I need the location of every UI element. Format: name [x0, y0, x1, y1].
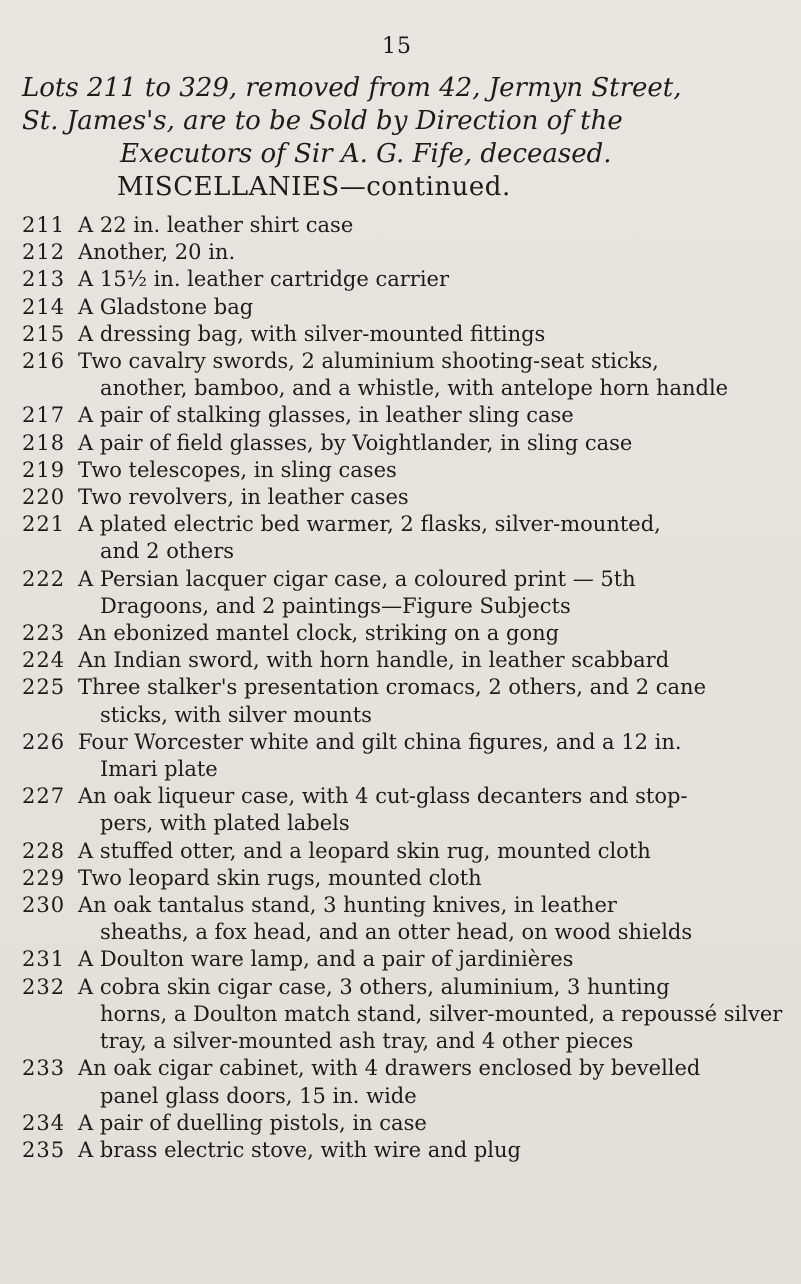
lot-description [68, 620, 792, 647]
heading-line-1: Lots 211 to 329, removed from 42, Jermyn Street, [22, 73, 682, 103]
heading-line-2: St. James's, are to be Sold by Direction of the [22, 106, 623, 136]
section-title: MISCELLANIES—continued. [117, 172, 511, 202]
lot-description [68, 457, 792, 484]
lot-item [22, 620, 792, 647]
lot-number: 221 [22, 512, 66, 537]
lot-item [22, 457, 792, 484]
lot-item [22, 946, 792, 973]
lot-item [22, 321, 792, 348]
heading-line-3: Executors of Sir A. G. Fife, deceased. [120, 139, 612, 169]
lot-description-continuation: pers, with plated labels [100, 811, 350, 836]
lot-number: 211 [22, 213, 66, 237]
lot-description [68, 865, 792, 892]
lot-description [68, 511, 792, 565]
lot-description-continuation: Imari plate [100, 757, 218, 782]
lot-number: 227 [22, 784, 66, 809]
lot-number: 214 [22, 294, 66, 319]
lot-description [68, 838, 792, 865]
lot-description-continuation: and 2 others [100, 539, 235, 564]
lot-description [68, 430, 792, 457]
lot-number: 215 [22, 321, 66, 346]
lot-description-text: An oak tantalus stand, 3 hunting knives, in leather [78, 893, 617, 918]
lot-description [68, 239, 792, 266]
lot-number: 235 [22, 1137, 66, 1162]
lot-item [22, 892, 792, 946]
lot-item [22, 266, 792, 293]
lot-item [22, 511, 792, 565]
lot-item [22, 348, 792, 402]
lot-number: 223 [22, 621, 66, 646]
lot-item [22, 239, 792, 266]
lot-item [22, 1137, 792, 1164]
lot-item [22, 402, 792, 429]
lot-item [22, 294, 792, 321]
lot-number: 233 [22, 1056, 66, 1081]
lot-description-text: A 22 in. leather shirt case [78, 213, 354, 237]
lot-description-text: A pair of field glasses, by Voightlander, in sling case [78, 430, 633, 455]
lot-description-continuation: panel glass doors, 15 in. wide [100, 1083, 417, 1108]
lot-description [68, 1110, 792, 1137]
lot-description [68, 484, 792, 511]
lot-description-text: A pair of duelling pistols, in case [78, 1110, 427, 1135]
lot-description [68, 266, 792, 293]
lot-description-text: A pair of stalking glasses, in leather sling case [78, 403, 574, 428]
lot-description-text: A stuffed otter, and a leopard skin rug, mounted cloth [78, 838, 651, 863]
lot-number: 218 [22, 430, 66, 455]
lot-description-text: A 15½ in. leather cartridge carrier [78, 267, 449, 292]
lot-description-text: Four Worcester white and gilt china figures, and a 12 in. [78, 729, 682, 754]
lot-description-text: A Persian lacquer cigar case, a coloured print — 5th [78, 566, 636, 591]
lot-number: 232 [22, 974, 66, 999]
lot-number: 226 [22, 729, 66, 754]
lot-description-continuation: sticks, with silver mounts [100, 702, 372, 727]
lot-description [68, 1137, 792, 1164]
lot-description [68, 783, 792, 837]
lot-item [22, 484, 792, 511]
lot-description [68, 729, 792, 783]
lot-description [68, 402, 792, 429]
lot-item [22, 430, 792, 457]
lot-description-text: Two telescopes, in sling cases [78, 457, 397, 482]
lot-item [22, 212, 792, 239]
sale-heading [22, 72, 792, 204]
lot-number: 222 [22, 566, 66, 591]
lot-number: 217 [22, 403, 66, 428]
lot-description-text: A Gladstone bag [78, 294, 254, 319]
lot-description-text: A cobra skin cigar case, 3 others, aluminium, 3 hunting [78, 974, 670, 999]
lot-description-text: Two leopard skin rugs, mounted cloth [78, 865, 482, 890]
lot-description [68, 674, 792, 728]
lot-description-text: Two cavalry swords, 2 aluminium shooting-seat sticks, [78, 349, 659, 374]
lot-description [68, 321, 792, 348]
lot-description [68, 892, 792, 946]
lot-description [68, 348, 792, 402]
lot-description-continuation: another, bamboo, and a whistle, with antelope horn handle [100, 376, 729, 401]
lot-number: 234 [22, 1110, 66, 1135]
lot-description-continuation: sheaths, a fox head, and an otter head, on wood shields [100, 920, 693, 945]
lot-description-text: A brass electric stove, with wire and plug [78, 1137, 521, 1162]
lot-description-text: Two revolvers, in leather cases [78, 485, 409, 510]
lot-description-text: An oak cigar cabinet, with 4 drawers enclosed by bevelled [78, 1056, 701, 1081]
lot-description-text: A Doulton ware lamp, and a pair of jardinières [78, 947, 574, 972]
lot-description [68, 212, 792, 239]
lot-description-text: An ebonized mantel clock, striking on a gong [78, 621, 560, 646]
lot-item [22, 838, 792, 865]
lot-number: 228 [22, 838, 66, 863]
lot-item [22, 1055, 792, 1109]
lot-description-text: An oak liqueur case, with 4 cut-glass decanters and stop- [78, 784, 688, 809]
lot-description-continuation: Dragoons, and 2 paintings—Figure Subjects [100, 593, 571, 618]
lot-description-continuation: horns, a Doulton match stand, silver-mounted, a repoussé silver tray, a silver-mounted ash tray, and 4 other pieces [100, 1001, 783, 1054]
lot-description [68, 566, 792, 620]
lot-number: 213 [22, 267, 66, 292]
lot-number: 230 [22, 893, 66, 918]
lot-description-text: Three stalker's presentation cromacs, 2 others, and 2 cane [78, 675, 707, 700]
lot-number: 219 [22, 457, 66, 482]
lot-item [22, 974, 792, 1056]
lot-description-text: A dressing bag, with silver-mounted fittings [78, 321, 546, 346]
lot-number: 220 [22, 485, 66, 510]
lot-description-text: An Indian sword, with horn handle, in leather scabbard [78, 648, 670, 673]
lot-description [68, 647, 792, 674]
lot-item [22, 1110, 792, 1137]
lot-description [68, 294, 792, 321]
lot-item [22, 566, 792, 620]
lot-number: 229 [22, 865, 66, 890]
lot-item [22, 729, 792, 783]
lot-description-text: Another, 20 in. [78, 240, 236, 265]
lot-description [68, 974, 792, 1056]
lot-number: 231 [22, 947, 66, 972]
lot-description-text: A plated electric bed warmer, 2 flasks, silver-mounted, [78, 512, 661, 537]
lot-list [22, 212, 792, 1164]
lot-description [68, 946, 792, 973]
lot-number: 212 [22, 240, 66, 265]
lot-item [22, 674, 792, 728]
lot-number: 224 [22, 648, 66, 673]
lot-item [22, 865, 792, 892]
page-number: 15 [382, 34, 412, 59]
lot-description [68, 1055, 792, 1109]
lot-item [22, 647, 792, 674]
lot-item [22, 783, 792, 837]
lot-number: 216 [22, 349, 66, 374]
lot-number: 225 [22, 675, 66, 700]
